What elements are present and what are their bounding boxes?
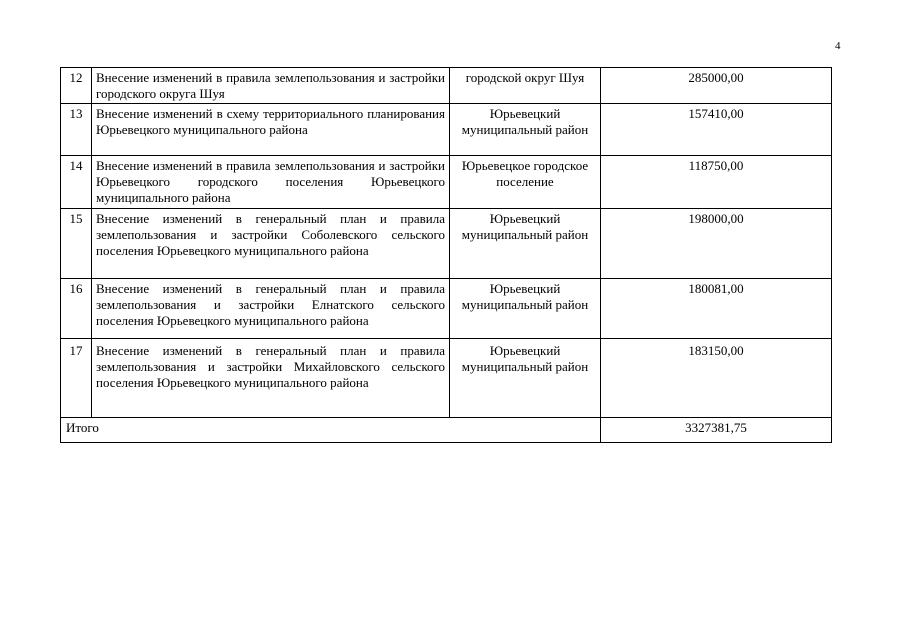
row-amount: 183150,00 bbox=[601, 339, 832, 418]
row-number: 16 bbox=[61, 279, 92, 339]
table-row bbox=[61, 279, 832, 339]
row-number: 14 bbox=[61, 156, 92, 209]
row-description: Внесение изменений в правила землепользования и застройки городского округа Шуя bbox=[92, 68, 450, 104]
row-amount: 180081,00 bbox=[601, 279, 832, 339]
total-label: Итого bbox=[61, 418, 601, 443]
row-description: Внесение изменений в генеральный план и правила землепользования и застройки Елнатского сельского поселения Юрьевецкого муниципального района bbox=[92, 279, 450, 339]
table-row bbox=[61, 104, 832, 156]
row-amount: 157410,00 bbox=[601, 104, 832, 156]
row-description: Внесение изменений в схему территориального планирования Юрьевецкого муниципального района bbox=[92, 104, 450, 156]
row-territory: Юрьевецкий муниципальный район bbox=[450, 279, 601, 339]
row-number: 13 bbox=[61, 104, 92, 156]
table-row bbox=[61, 68, 832, 104]
row-territory: Юрьевецкий муниципальный район bbox=[450, 209, 601, 279]
budget-table bbox=[60, 67, 832, 443]
row-amount: 118750,00 bbox=[601, 156, 832, 209]
table-row bbox=[61, 156, 832, 209]
page-number: 4 bbox=[835, 40, 841, 52]
table-row bbox=[61, 339, 832, 418]
row-territory: Юрьевецкое городское поселение bbox=[450, 156, 601, 209]
row-description: Внесение изменений в генеральный план и правила землепользования и застройки Соболевского сельского поселения Юрьевецкого муниципального района bbox=[92, 209, 450, 279]
table-row bbox=[61, 209, 832, 279]
total-row bbox=[61, 418, 832, 443]
row-territory: Юрьевецкий муниципальный район bbox=[450, 104, 601, 156]
row-number: 17 bbox=[61, 339, 92, 418]
row-territory: Юрьевецкий муниципальный район bbox=[450, 339, 601, 418]
row-description: Внесение изменений в генеральный план и правила землепользования и застройки Михайловского сельского поселения Юрьевецкого муниципального района bbox=[92, 339, 450, 418]
row-description: Внесение изменений в правила землепользования и застройки Юрьевецкого городского поселения Юрьевецкого муниципального района bbox=[92, 156, 450, 209]
row-number: 15 bbox=[61, 209, 92, 279]
row-amount: 285000,00 bbox=[601, 68, 832, 104]
total-amount: 3327381,75 bbox=[601, 418, 832, 443]
row-amount: 198000,00 bbox=[601, 209, 832, 279]
row-territory: городской округ Шуя bbox=[450, 68, 601, 104]
row-number: 12 bbox=[61, 68, 92, 104]
